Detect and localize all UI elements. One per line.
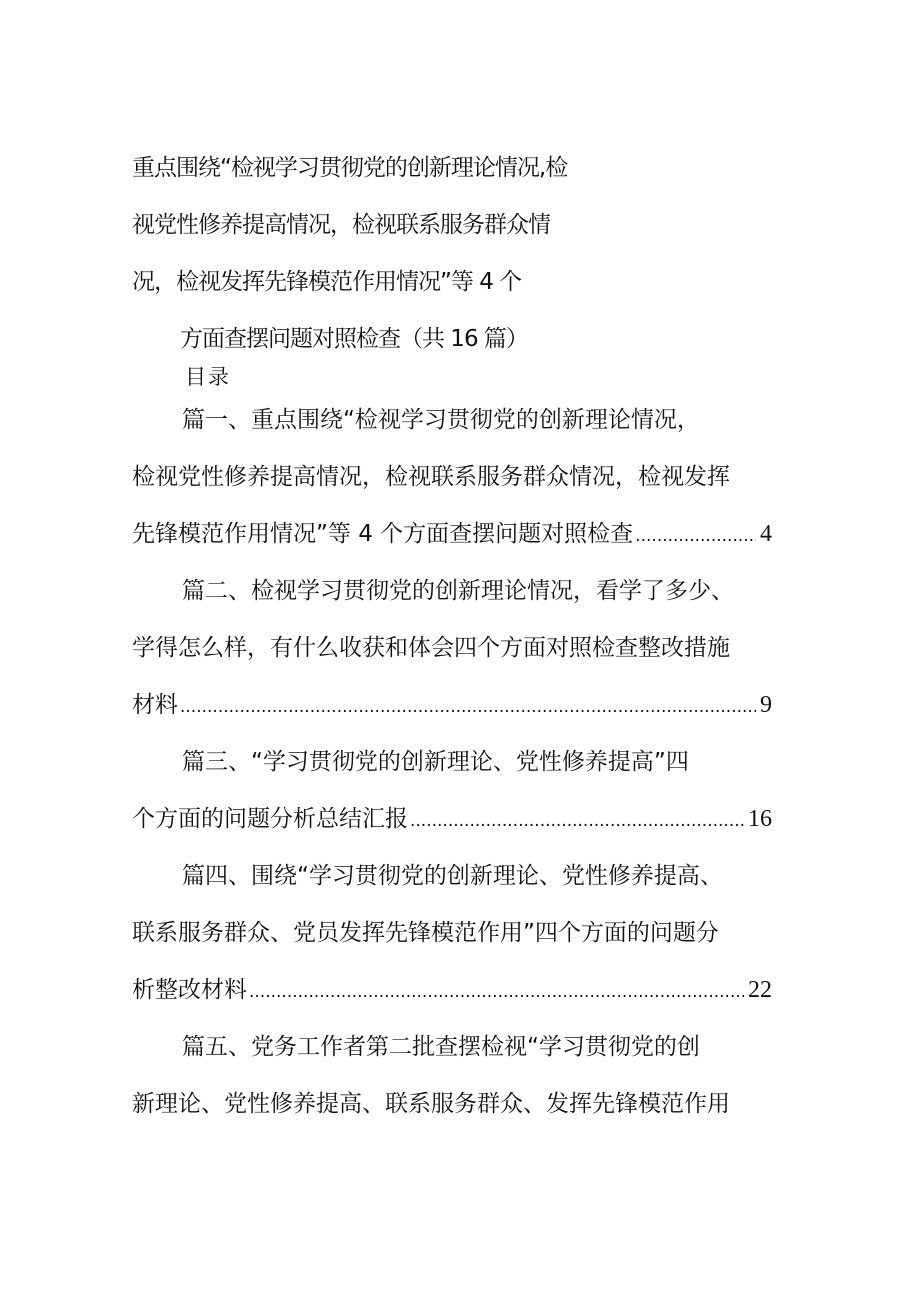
toc-entry-line <box>132 1019 772 1076</box>
toc-page-number: 4 <box>760 521 772 547</box>
toc-page-number: 22 <box>748 977 772 1003</box>
toc-entry-text: 检视党性修养提高情况，检视联系服务群众情况，检视发挥 <box>132 464 730 490</box>
title-line: 方面查摆问题对照检查（共 16 篇） <box>180 326 528 352</box>
toc-entry-text: 学得怎么样，有什么收获和体会四个方面对照检查整改措施 <box>132 635 730 661</box>
toc-entry[interactable] <box>132 848 772 1019</box>
toc-entry-line <box>132 734 772 791</box>
toc-entry-line <box>132 848 772 905</box>
toc-entry-line <box>132 791 772 848</box>
dot-leader <box>180 679 756 736</box>
dot-leader <box>410 793 744 850</box>
toc-entry-text: 篇一、重点围绕“检视学习贯彻党的创新理论情况， <box>182 407 700 433</box>
title-line: 况，检视发挥先锋模范作用情况”等 4 个 <box>132 269 522 295</box>
document-title <box>132 140 812 368</box>
toc-entry[interactable] <box>132 392 772 563</box>
dot-leader <box>249 964 744 1021</box>
dot-leader <box>635 508 756 565</box>
toc-entry-text: 篇五、党务工作者第二批查摆检视“学习贯彻党的创 <box>182 1034 700 1060</box>
toc-entry-text: 先锋模范作用情况”等 4 个方面查摆问题对照检查 <box>132 521 634 547</box>
toc-entry-text: 新理论、党性修养提高、联系服务群众、发挥先锋模范作用 <box>132 1091 730 1117</box>
toc-entry[interactable] <box>132 563 772 734</box>
toc-entry[interactable] <box>132 734 772 848</box>
toc-entry-text: 个方面的问题分析总结汇报 <box>132 806 408 832</box>
toc-page-number: 16 <box>748 806 772 832</box>
toc-entry-text: 篇四、围绕“学习贯彻党的创新理论、党性修养提高、 <box>182 863 723 889</box>
toc-heading: 目录 <box>185 365 231 389</box>
toc-entry-text: 材料 <box>132 692 178 718</box>
title-line: 重点围绕“检视学习贯彻党的创新理论情况,检 <box>132 155 568 181</box>
title-line: 视党性修养提高情况，检视联系服务群众情 <box>132 212 550 238</box>
toc-page-number: 9 <box>760 692 772 718</box>
toc-entry-line <box>132 962 772 1019</box>
toc-entry-line <box>132 677 772 734</box>
toc-entry-line <box>132 392 772 449</box>
toc-entry[interactable] <box>132 1019 772 1133</box>
toc-entry-line <box>132 1076 772 1133</box>
toc-entry-text: 篇三、“学习贯彻党的创新理论、党性修养提高”四 <box>182 749 689 775</box>
toc-entry-line <box>132 449 772 506</box>
toc-entry-text: 联系服务群众、党员发挥先锋模范作用”四个方面的问题分 <box>132 920 719 946</box>
toc-entry-line <box>132 620 772 677</box>
toc-entry-line <box>132 563 772 620</box>
table-of-contents <box>132 392 772 1133</box>
toc-entry-text: 篇二、检视学习贯彻党的创新理论情况，看学了多少、 <box>182 578 734 604</box>
toc-entry-line <box>132 905 772 962</box>
toc-entry-line <box>132 506 772 563</box>
toc-entry-text: 析整改材料 <box>132 977 247 1003</box>
